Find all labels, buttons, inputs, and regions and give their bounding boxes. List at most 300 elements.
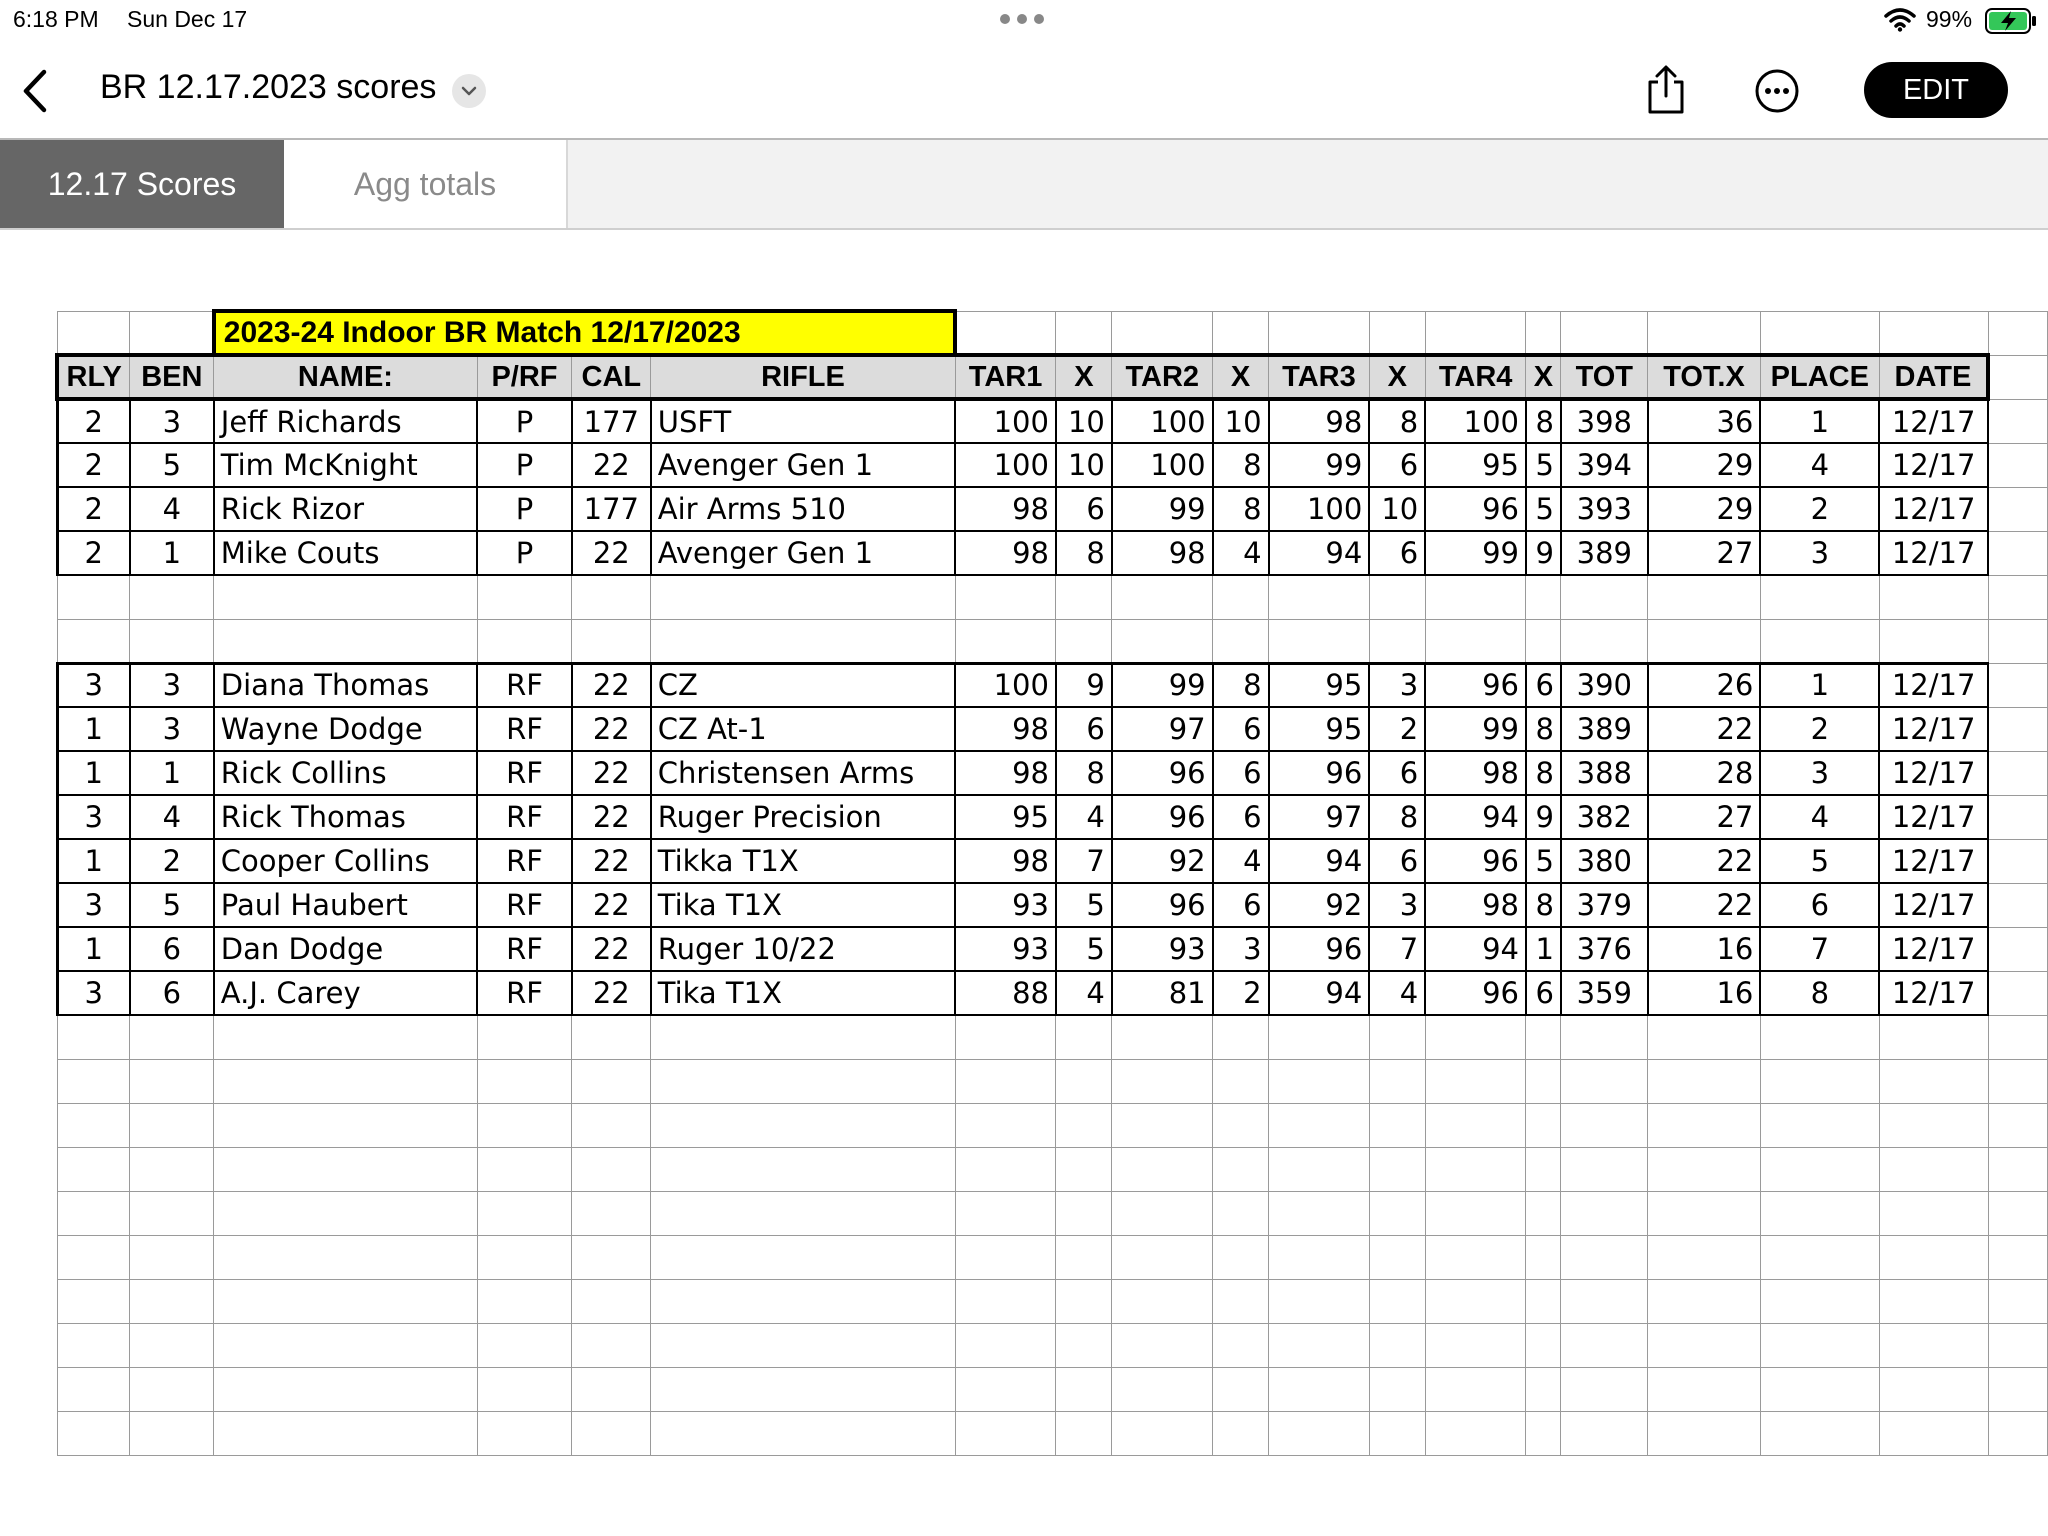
- cell-x4[interactable]: 8: [1526, 399, 1561, 443]
- cell-rifle[interactable]: USFT: [651, 399, 955, 443]
- cell[interactable]: [1760, 1367, 1879, 1411]
- cell[interactable]: [1561, 1103, 1648, 1147]
- cell[interactable]: [1112, 311, 1213, 355]
- cell[interactable]: [214, 1015, 477, 1059]
- cell[interactable]: [1988, 971, 2047, 1015]
- cell[interactable]: [1526, 619, 1561, 663]
- cell[interactable]: [1056, 1191, 1112, 1235]
- cell[interactable]: [130, 1367, 214, 1411]
- cell[interactable]: [955, 1103, 1056, 1147]
- cell[interactable]: [1056, 1235, 1112, 1279]
- edit-button[interactable]: EDIT: [1864, 62, 2008, 118]
- cell-p-rf[interactable]: P: [477, 399, 572, 443]
- cell-name[interactable]: Rick Collins: [214, 751, 477, 795]
- cell[interactable]: [1988, 707, 2047, 751]
- cell-rifle[interactable]: Avenger Gen 1: [651, 443, 955, 487]
- cell[interactable]: [1561, 311, 1648, 355]
- cell[interactable]: [1056, 1411, 1112, 1455]
- column-header-x3[interactable]: X: [1369, 355, 1425, 399]
- cell[interactable]: [1561, 1191, 1648, 1235]
- cell[interactable]: [1112, 619, 1213, 663]
- cell-ben[interactable]: 3: [130, 399, 214, 443]
- cell-tot[interactable]: 394: [1561, 443, 1648, 487]
- cell[interactable]: [651, 575, 955, 619]
- document-title[interactable]: BR 12.17.2023 scores: [100, 68, 437, 106]
- cell[interactable]: [1526, 1323, 1561, 1367]
- cell-p-rf[interactable]: P: [477, 531, 572, 575]
- cell-name[interactable]: Jeff Richards: [214, 399, 477, 443]
- cell[interactable]: [477, 1191, 572, 1235]
- cell-tar2[interactable]: 92: [1112, 839, 1213, 883]
- cell[interactable]: [1269, 1411, 1370, 1455]
- cell[interactable]: [1879, 1235, 1988, 1279]
- cell-x3[interactable]: 6: [1369, 839, 1425, 883]
- cell[interactable]: [1213, 311, 1269, 355]
- cell[interactable]: [1369, 1059, 1425, 1103]
- cell-x2[interactable]: 10: [1213, 399, 1269, 443]
- cell[interactable]: [1369, 1015, 1425, 1059]
- cell-x2[interactable]: 3: [1213, 927, 1269, 971]
- cell-tar2[interactable]: 81: [1112, 971, 1213, 1015]
- cell[interactable]: [214, 1411, 477, 1455]
- cell-x4[interactable]: 8: [1526, 883, 1561, 927]
- cell[interactable]: [1760, 1147, 1879, 1191]
- cell[interactable]: [57, 619, 130, 663]
- cell[interactable]: [651, 1235, 955, 1279]
- cell[interactable]: [572, 1015, 651, 1059]
- cell[interactable]: [1056, 575, 1112, 619]
- cell[interactable]: [1112, 1191, 1213, 1235]
- cell-x3[interactable]: 8: [1369, 399, 1425, 443]
- cell-cal[interactable]: 22: [572, 707, 651, 751]
- cell-p-rf[interactable]: RF: [477, 927, 572, 971]
- column-header-ben[interactable]: BEN: [130, 355, 214, 399]
- cell-date[interactable]: 12/17: [1879, 971, 1988, 1015]
- cell[interactable]: [130, 619, 214, 663]
- cell[interactable]: [955, 1323, 1056, 1367]
- cell-ben[interactable]: 5: [130, 883, 214, 927]
- cell[interactable]: [572, 1147, 651, 1191]
- cell[interactable]: [1213, 619, 1269, 663]
- cell[interactable]: [1269, 1059, 1370, 1103]
- cell[interactable]: [1369, 1191, 1425, 1235]
- cell-x3[interactable]: 3: [1369, 663, 1425, 707]
- column-header-rly[interactable]: RLY: [57, 355, 130, 399]
- cell-tar2[interactable]: 100: [1112, 443, 1213, 487]
- cell[interactable]: [1879, 1411, 1988, 1455]
- cell-p-rf[interactable]: P: [477, 443, 572, 487]
- cell[interactable]: [214, 619, 477, 663]
- cell-tot[interactable]: 379: [1561, 883, 1648, 927]
- cell-x4[interactable]: 5: [1526, 443, 1561, 487]
- cell[interactable]: [57, 1015, 130, 1059]
- column-header-rifle[interactable]: RIFLE: [651, 355, 955, 399]
- cell-tot[interactable]: 398: [1561, 399, 1648, 443]
- cell-tot-x[interactable]: 22: [1648, 883, 1761, 927]
- cell-date[interactable]: 12/17: [1879, 399, 1988, 443]
- cell-p-rf[interactable]: RF: [477, 795, 572, 839]
- cell-ben[interactable]: 3: [130, 663, 214, 707]
- cell[interactable]: [1369, 1147, 1425, 1191]
- cell-rifle[interactable]: CZ At-1: [651, 707, 955, 751]
- cell-tar2[interactable]: 99: [1112, 663, 1213, 707]
- cell-date[interactable]: 12/17: [1879, 531, 1988, 575]
- cell[interactable]: [955, 1059, 1056, 1103]
- cell[interactable]: [651, 1147, 955, 1191]
- cell[interactable]: [1988, 1147, 2047, 1191]
- cell[interactable]: [1213, 575, 1269, 619]
- cell[interactable]: [477, 1103, 572, 1147]
- cell[interactable]: [1988, 355, 2047, 399]
- cell-rifle[interactable]: Ruger 10/22: [651, 927, 955, 971]
- cell-place[interactable]: 2: [1760, 707, 1879, 751]
- cell[interactable]: [1988, 619, 2047, 663]
- cell-cal[interactable]: 177: [572, 487, 651, 531]
- cell[interactable]: [1269, 1323, 1370, 1367]
- cell[interactable]: [1988, 751, 2047, 795]
- cell-ben[interactable]: 2: [130, 839, 214, 883]
- cell-name[interactable]: Paul Haubert: [214, 883, 477, 927]
- cell-x2[interactable]: 6: [1213, 883, 1269, 927]
- cell[interactable]: [1760, 1411, 1879, 1455]
- cell[interactable]: [1425, 1191, 1526, 1235]
- cell[interactable]: [1369, 575, 1425, 619]
- column-header-p-rf[interactable]: P/RF: [477, 355, 572, 399]
- cell[interactable]: [1112, 1147, 1213, 1191]
- cell-tar2[interactable]: 93: [1112, 927, 1213, 971]
- cell[interactable]: [1648, 1103, 1761, 1147]
- cell-tot-x[interactable]: 26: [1648, 663, 1761, 707]
- cell[interactable]: [1213, 1147, 1269, 1191]
- cell-tar3[interactable]: 95: [1269, 663, 1370, 707]
- cell-tar4[interactable]: 96: [1425, 839, 1526, 883]
- cell-ben[interactable]: 4: [130, 795, 214, 839]
- cell[interactable]: [1112, 1103, 1213, 1147]
- cell-x1[interactable]: 7: [1056, 839, 1112, 883]
- cell-rly[interactable]: 2: [57, 399, 130, 443]
- cell[interactable]: [130, 1059, 214, 1103]
- cell[interactable]: [1269, 1015, 1370, 1059]
- column-header-x2[interactable]: X: [1213, 355, 1269, 399]
- cell-date[interactable]: 12/17: [1879, 487, 1988, 531]
- cell-rifle[interactable]: Christensen Arms: [651, 751, 955, 795]
- cell-cal[interactable]: 177: [572, 399, 651, 443]
- cell[interactable]: [955, 1279, 1056, 1323]
- cell-x3[interactable]: 8: [1369, 795, 1425, 839]
- cell[interactable]: [651, 619, 955, 663]
- cell[interactable]: [955, 1235, 1056, 1279]
- cell-tar2[interactable]: 100: [1112, 399, 1213, 443]
- cell-place[interactable]: 8: [1760, 971, 1879, 1015]
- cell[interactable]: [57, 1103, 130, 1147]
- cell[interactable]: [1879, 1191, 1988, 1235]
- cell-rly[interactable]: 1: [57, 839, 130, 883]
- cell-tar1[interactable]: 98: [955, 531, 1056, 575]
- cell-place[interactable]: 4: [1760, 443, 1879, 487]
- cell[interactable]: [1988, 1411, 2047, 1455]
- cell[interactable]: [1526, 1103, 1561, 1147]
- cell-x1[interactable]: 9: [1056, 663, 1112, 707]
- cell[interactable]: [651, 1323, 955, 1367]
- cell[interactable]: [1879, 619, 1988, 663]
- cell-rly[interactable]: 2: [57, 443, 130, 487]
- cell[interactable]: [651, 1367, 955, 1411]
- cell-rifle[interactable]: Tikka T1X: [651, 839, 955, 883]
- cell[interactable]: [1425, 1367, 1526, 1411]
- cell-cal[interactable]: 22: [572, 795, 651, 839]
- cell[interactable]: [572, 619, 651, 663]
- cell-tar4[interactable]: 96: [1425, 487, 1526, 531]
- cell[interactable]: [1213, 1367, 1269, 1411]
- cell-x1[interactable]: 5: [1056, 883, 1112, 927]
- cell-tar3[interactable]: 92: [1269, 883, 1370, 927]
- cell-ben[interactable]: 1: [130, 751, 214, 795]
- cell[interactable]: [1879, 1279, 1988, 1323]
- tab-12-17-scores[interactable]: 12.17 Scores: [0, 140, 284, 228]
- cell[interactable]: [1988, 487, 2047, 531]
- cell-ben[interactable]: 6: [130, 971, 214, 1015]
- cell-place[interactable]: 4: [1760, 795, 1879, 839]
- cell[interactable]: [214, 1103, 477, 1147]
- cell-x4[interactable]: 6: [1526, 971, 1561, 1015]
- cell[interactable]: [1760, 1015, 1879, 1059]
- cell[interactable]: [1056, 1147, 1112, 1191]
- cell-tar3[interactable]: 94: [1269, 531, 1370, 575]
- cell[interactable]: [1561, 575, 1648, 619]
- cell[interactable]: [1269, 575, 1370, 619]
- cell-name[interactable]: Wayne Dodge: [214, 707, 477, 751]
- cell[interactable]: [1988, 1279, 2047, 1323]
- cell[interactable]: [1369, 1103, 1425, 1147]
- cell[interactable]: [1425, 619, 1526, 663]
- cell[interactable]: [1648, 1147, 1761, 1191]
- cell[interactable]: [1112, 1279, 1213, 1323]
- cell-tot[interactable]: 393: [1561, 487, 1648, 531]
- cell-date[interactable]: 12/17: [1879, 663, 1988, 707]
- column-header-date[interactable]: DATE: [1879, 355, 1988, 399]
- cell-tar4[interactable]: 98: [1425, 883, 1526, 927]
- cell-x3[interactable]: 6: [1369, 531, 1425, 575]
- cell-name[interactable]: Rick Rizor: [214, 487, 477, 531]
- cell[interactable]: [1369, 1411, 1425, 1455]
- cell-rly[interactable]: 3: [57, 663, 130, 707]
- cell-rifle[interactable]: Avenger Gen 1: [651, 531, 955, 575]
- cell[interactable]: [1269, 1103, 1370, 1147]
- cell[interactable]: [1648, 1235, 1761, 1279]
- cell[interactable]: [1760, 575, 1879, 619]
- cell[interactable]: [1561, 1367, 1648, 1411]
- cell[interactable]: [1269, 619, 1370, 663]
- cell[interactable]: [1056, 619, 1112, 663]
- cell[interactable]: [1648, 1191, 1761, 1235]
- cell-tar4[interactable]: 94: [1425, 927, 1526, 971]
- more-options-icon[interactable]: [1754, 68, 1800, 114]
- cell-tar4[interactable]: 98: [1425, 751, 1526, 795]
- cell[interactable]: [1269, 1279, 1370, 1323]
- cell[interactable]: [955, 311, 1056, 355]
- cell[interactable]: [572, 1103, 651, 1147]
- cell-place[interactable]: 1: [1760, 399, 1879, 443]
- cell-rifle[interactable]: Air Arms 510: [651, 487, 955, 531]
- cell[interactable]: [1526, 1367, 1561, 1411]
- cell[interactable]: [1988, 839, 2047, 883]
- cell-x2[interactable]: 6: [1213, 707, 1269, 751]
- cell[interactable]: [214, 1279, 477, 1323]
- cell[interactable]: [1369, 1235, 1425, 1279]
- cell[interactable]: [1269, 1147, 1370, 1191]
- cell-rifle[interactable]: CZ: [651, 663, 955, 707]
- cell[interactable]: [1879, 1015, 1988, 1059]
- cell-tot[interactable]: 382: [1561, 795, 1648, 839]
- cell[interactable]: [1648, 1279, 1761, 1323]
- cell-tar4[interactable]: 96: [1425, 663, 1526, 707]
- cell[interactable]: [477, 1059, 572, 1103]
- cell[interactable]: [1369, 619, 1425, 663]
- cell-rly[interactable]: 3: [57, 795, 130, 839]
- cell[interactable]: [477, 1367, 572, 1411]
- cell[interactable]: [1879, 1367, 1988, 1411]
- cell-place[interactable]: 1: [1760, 663, 1879, 707]
- cell[interactable]: [1760, 311, 1879, 355]
- cell-tot-x[interactable]: 22: [1648, 839, 1761, 883]
- cell[interactable]: [1988, 1323, 2047, 1367]
- cell[interactable]: [1213, 1411, 1269, 1455]
- cell[interactable]: [1056, 1279, 1112, 1323]
- cell[interactable]: [1213, 1059, 1269, 1103]
- cell[interactable]: [1526, 1411, 1561, 1455]
- cell-tar4[interactable]: 99: [1425, 531, 1526, 575]
- column-header-tar4[interactable]: TAR4: [1425, 355, 1526, 399]
- cell-ben[interactable]: 1: [130, 531, 214, 575]
- cell[interactable]: [1269, 1367, 1370, 1411]
- cell-tar3[interactable]: 95: [1269, 707, 1370, 751]
- cell-tot-x[interactable]: 36: [1648, 399, 1761, 443]
- cell[interactable]: [1269, 311, 1370, 355]
- cell[interactable]: [214, 1367, 477, 1411]
- cell[interactable]: [1648, 619, 1761, 663]
- cell-ben[interactable]: 4: [130, 487, 214, 531]
- cell-x1[interactable]: 8: [1056, 751, 1112, 795]
- cell-name[interactable]: A.J. Carey: [214, 971, 477, 1015]
- cell[interactable]: [1561, 1059, 1648, 1103]
- cell-name[interactable]: Dan Dodge: [214, 927, 477, 971]
- cell[interactable]: [1369, 311, 1425, 355]
- cell[interactable]: [1760, 1235, 1879, 1279]
- cell-tar4[interactable]: 94: [1425, 795, 1526, 839]
- cell[interactable]: [1988, 795, 2047, 839]
- cell[interactable]: [130, 1279, 214, 1323]
- cell-x2[interactable]: 8: [1213, 487, 1269, 531]
- cell[interactable]: [1561, 1323, 1648, 1367]
- cell-date[interactable]: 12/17: [1879, 751, 1988, 795]
- cell-rifle[interactable]: Tika T1X: [651, 883, 955, 927]
- cell-tar1[interactable]: 93: [955, 927, 1056, 971]
- cell-rly[interactable]: 1: [57, 751, 130, 795]
- cell-x2[interactable]: 4: [1213, 839, 1269, 883]
- cell-tar1[interactable]: 95: [955, 795, 1056, 839]
- column-header-tar3[interactable]: TAR3: [1269, 355, 1370, 399]
- cell-x2[interactable]: 4: [1213, 531, 1269, 575]
- cell[interactable]: [1425, 1059, 1526, 1103]
- cell-x1[interactable]: 8: [1056, 531, 1112, 575]
- cell[interactable]: [1425, 311, 1526, 355]
- cell[interactable]: [57, 1367, 130, 1411]
- cell[interactable]: [1561, 1235, 1648, 1279]
- cell-tar1[interactable]: 98: [955, 487, 1056, 531]
- cell-x1[interactable]: 6: [1056, 707, 1112, 751]
- cell-x4[interactable]: 1: [1526, 927, 1561, 971]
- cell[interactable]: [1369, 1279, 1425, 1323]
- cell-x1[interactable]: 10: [1056, 443, 1112, 487]
- cell[interactable]: [1425, 575, 1526, 619]
- cell[interactable]: [1988, 1059, 2047, 1103]
- cell[interactable]: [1213, 1279, 1269, 1323]
- cell[interactable]: [1425, 1279, 1526, 1323]
- cell[interactable]: [1425, 1103, 1526, 1147]
- share-icon[interactable]: [1644, 64, 1688, 116]
- cell-rifle[interactable]: Ruger Precision: [651, 795, 955, 839]
- cell-tot[interactable]: 380: [1561, 839, 1648, 883]
- cell-tar1[interactable]: 93: [955, 883, 1056, 927]
- cell-tar2[interactable]: 96: [1112, 795, 1213, 839]
- cell[interactable]: [1056, 1059, 1112, 1103]
- cell[interactable]: [1648, 1015, 1761, 1059]
- tab-agg-totals[interactable]: Agg totals: [284, 140, 568, 228]
- column-header-tot[interactable]: TOT: [1561, 355, 1648, 399]
- cell-cal[interactable]: 22: [572, 839, 651, 883]
- cell-tar4[interactable]: 95: [1425, 443, 1526, 487]
- cell[interactable]: [1648, 1059, 1761, 1103]
- cell[interactable]: [57, 311, 130, 355]
- column-header-name[interactable]: NAME:: [214, 355, 477, 399]
- cell[interactable]: [1648, 1411, 1761, 1455]
- cell-x3[interactable]: 3: [1369, 883, 1425, 927]
- cell[interactable]: [1526, 1235, 1561, 1279]
- cell[interactable]: [477, 1411, 572, 1455]
- cell-tar3[interactable]: 99: [1269, 443, 1370, 487]
- cell[interactable]: [1988, 1367, 2047, 1411]
- cell[interactable]: [130, 1147, 214, 1191]
- cell-x3[interactable]: 4: [1369, 971, 1425, 1015]
- cell-tot-x[interactable]: 27: [1648, 531, 1761, 575]
- cell[interactable]: [1056, 1367, 1112, 1411]
- cell[interactable]: [1526, 575, 1561, 619]
- cell-ben[interactable]: 3: [130, 707, 214, 751]
- cell[interactable]: [1988, 1015, 2047, 1059]
- cell-x4[interactable]: 6: [1526, 663, 1561, 707]
- cell[interactable]: [1561, 619, 1648, 663]
- cell-tar1[interactable]: 98: [955, 751, 1056, 795]
- cell-tot-x[interactable]: 29: [1648, 487, 1761, 531]
- cell-p-rf[interactable]: RF: [477, 663, 572, 707]
- cell[interactable]: [477, 619, 572, 663]
- cell[interactable]: [1988, 1191, 2047, 1235]
- cell[interactable]: [1988, 663, 2047, 707]
- cell-tar4[interactable]: 100: [1425, 399, 1526, 443]
- cell[interactable]: [1988, 575, 2047, 619]
- cell-tar3[interactable]: 100: [1269, 487, 1370, 531]
- cell-tar2[interactable]: 96: [1112, 751, 1213, 795]
- cell[interactable]: [130, 1235, 214, 1279]
- cell[interactable]: [955, 1367, 1056, 1411]
- cell-place[interactable]: 5: [1760, 839, 1879, 883]
- cell-cal[interactable]: 22: [572, 883, 651, 927]
- cell[interactable]: [1369, 1323, 1425, 1367]
- cell-name[interactable]: Cooper Collins: [214, 839, 477, 883]
- cell[interactable]: [1561, 1279, 1648, 1323]
- cell-tot[interactable]: 376: [1561, 927, 1648, 971]
- cell[interactable]: [1760, 1059, 1879, 1103]
